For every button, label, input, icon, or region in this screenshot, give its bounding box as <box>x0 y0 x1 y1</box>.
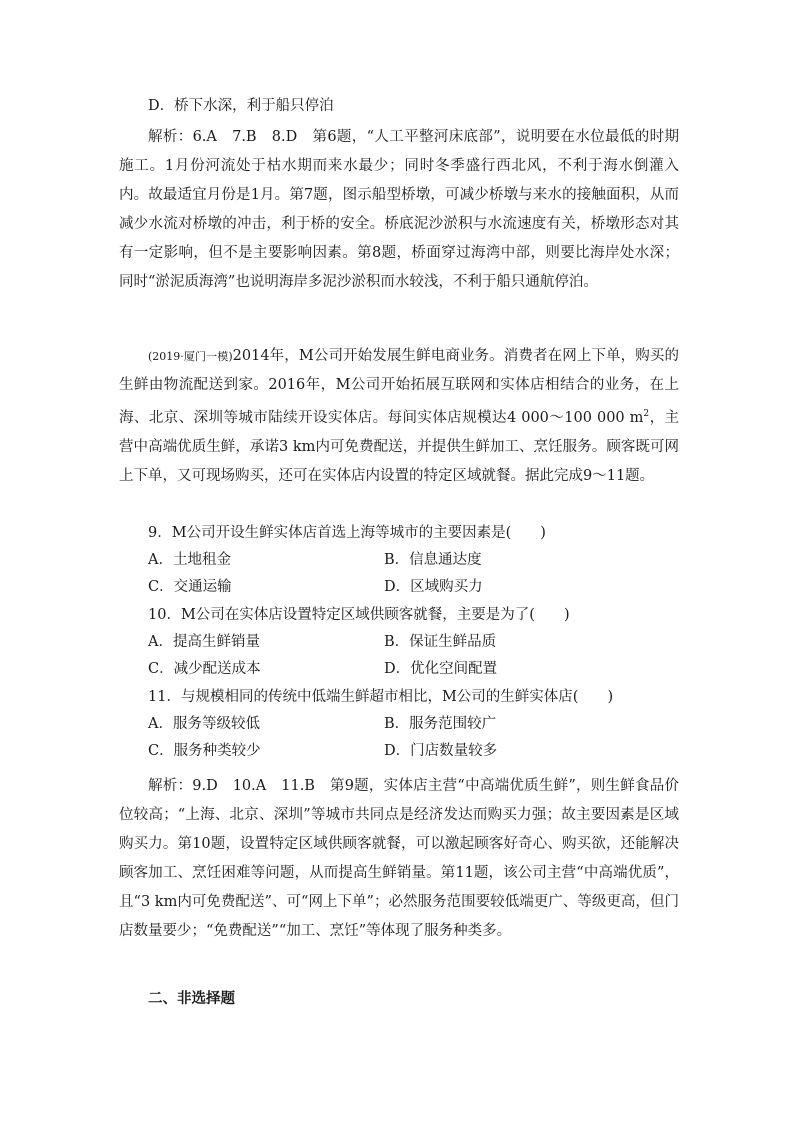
question-11-option-d[interactable]: D．门店数量较多 <box>384 743 498 759</box>
q8-option-d: D．桥下水深，利于船只停泊 <box>148 98 334 114</box>
answer-explanation-1 <box>119 123 679 297</box>
question-10-option-c[interactable]: C．减少配送成本 <box>148 661 261 677</box>
question-9-option-d[interactable]: D．区域购买力 <box>384 579 483 595</box>
answer-explanation-2 <box>119 772 679 946</box>
question-9-option-b[interactable]: B．信息通达度 <box>384 552 482 568</box>
material-text-part-1: 2014年，M公司开始发展生鲜电商业务。消费者在网上下单，购买的生鲜由物流配送到家。2016年，M公司开始拓展互联网和实体店相结合的业务，在上海、北京、深圳等城市陆续开设实体店。每间实体店规模达4 000～100 000 m <box>119 348 680 426</box>
material-text <box>119 342 679 491</box>
question-10-option-a[interactable]: A．提高生鲜销量 <box>148 634 260 650</box>
question-11-option-a[interactable]: A．服务等级较低 <box>148 716 260 732</box>
question-10-option-d[interactable]: D．优化空间配置 <box>384 661 498 677</box>
material-passage <box>119 342 679 491</box>
answer-text-1: 解析：6.A 7.B 8.D 第6题，“人工平整河床底部”，说明要在水位最低的时期施工。1月份河流处于枯水期而来水最少；同时冬季盛行西北风，不利于海水倒灌入内。故最适宜月份是1月。第7题，图示船型桥墩，可减少桥墩与来水的接触面积，从而减少水流对桥墩的冲击，利于桥的安全。桥底泥沙淤积与水流速度有关，桥墩形态对其有一定影响，但不是主要影响因素。第8题，桥面穿过海湾中部，则要比海岸处水深；同时“淤泥质海湾”也说明海岸多泥沙淤积而水较浅，不利于船只通航停泊。 <box>119 129 679 290</box>
question-11-stem: 11．与规模相同的传统中低端生鲜超市相比，M公司的生鲜实体店( ) <box>148 689 614 705</box>
question-9-option-c[interactable]: C．交通运输 <box>148 579 232 595</box>
material-source: (2019·厦门一模) <box>148 350 233 363</box>
question-10-stem: 10．M公司在实体店设置特定区域供顾客就餐，主要是为了( ) <box>148 607 570 623</box>
question-10-option-b[interactable]: B．保证生鲜品质 <box>384 634 497 650</box>
answer-text-2: 解析：9.D 10.A 11.B 第9题，实体店主营“中高端优质生鲜”，则生鲜食品价位较高；“上海、北京、深圳”等城市共同点是经济发达而购买力强；故主要因素是区域购买力。第10题，设置特定区域供顾客就餐，可以激起顾客好奇心、购买欲，还能解决顾客加工、烹饪困难等问题，从而提高生鲜销量。第11题，该公司主营“中高端优质”，且“3 km内可免费配送”、可“网上下单”；必然服务范围要较低端更广、等级更高，但门店数量要少；“免费配送”“加工、烹饪”等体现了服务种类多。 <box>119 778 679 939</box>
unit-superscript: 2 <box>643 409 650 419</box>
section-heading: 二、非选择题 <box>148 990 235 1007</box>
question-9-stem: 9．M公司开设生鲜实体店首选上海等城市的主要因素是( ) <box>148 525 546 541</box>
question-11-option-c[interactable]: C．服务种类较少 <box>148 743 261 759</box>
question-11-option-b[interactable]: B．服务范围较广 <box>384 716 497 732</box>
question-9-option-a[interactable]: A．土地租金 <box>148 552 231 568</box>
material-text-part-2: ，主营中高端优质生鲜，承诺3 km内可免费配送，并提供生鲜加工、烹饪服务。顾客既可网上下单，又可现场购买，还可在实体店内设置的特定区域就餐。据此完成9～11题。 <box>119 409 680 484</box>
